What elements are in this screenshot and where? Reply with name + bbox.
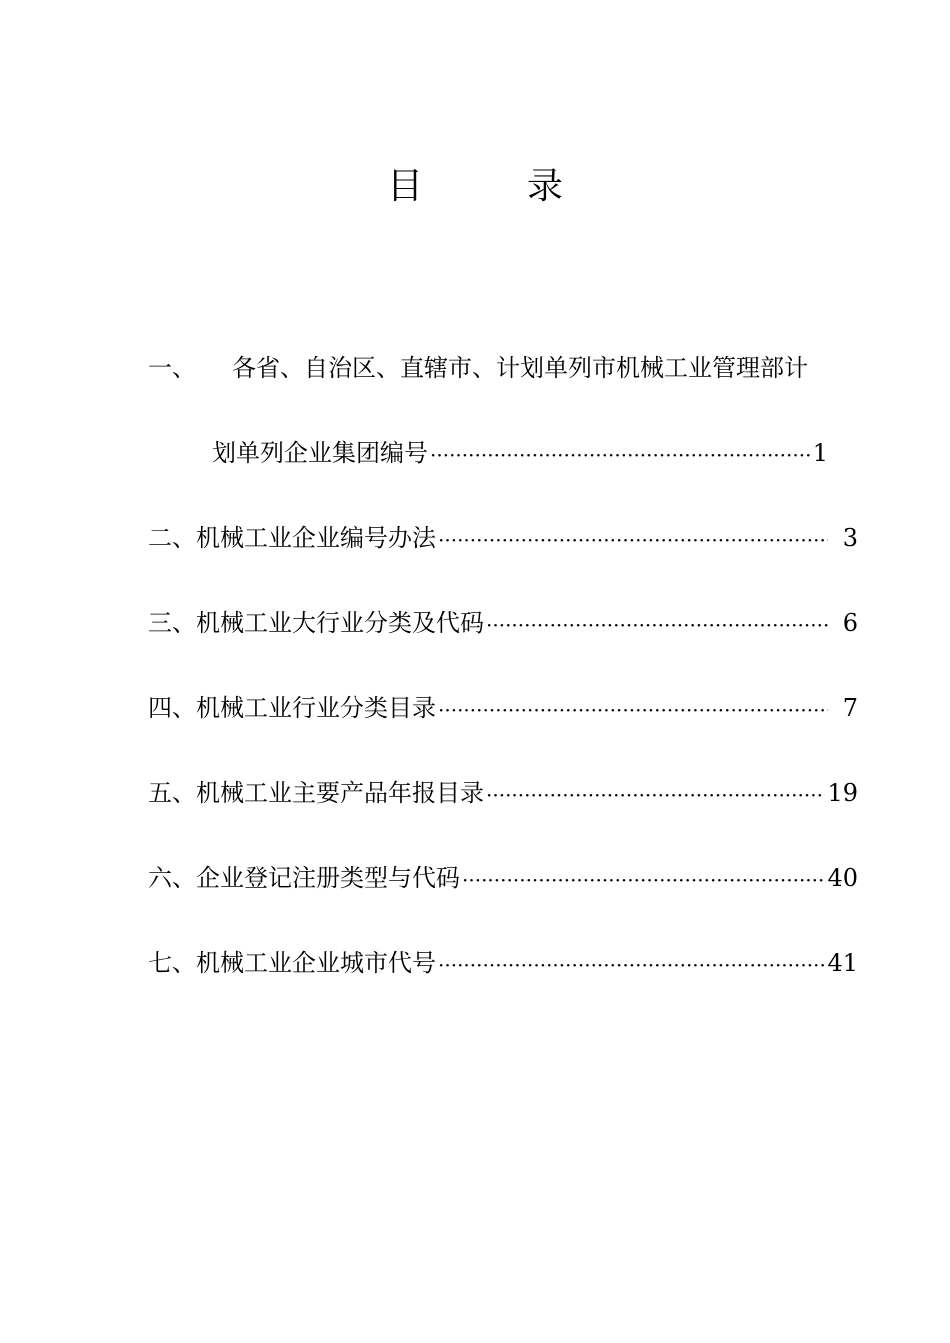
dot-leader — [462, 850, 825, 906]
toc-page-number: 40 — [827, 864, 858, 892]
toc-page-number: 1 — [812, 439, 828, 467]
toc-entry-text: 机械工业企业编号办法 — [196, 524, 436, 552]
toc-entry-7[interactable] — [148, 935, 858, 991]
toc-entry-4[interactable] — [148, 680, 858, 736]
dot-leader — [438, 510, 828, 566]
toc-entry-6[interactable] — [148, 850, 858, 906]
toc-entry-number: 一、 — [148, 354, 196, 382]
toc-page-number: 3 — [842, 524, 858, 552]
toc-entry-text: 机械工业企业城市代号 — [196, 949, 436, 977]
dot-leader — [438, 935, 825, 991]
dot-leader — [486, 765, 825, 821]
toc-entry-text: 划单列企业集团编号 — [212, 439, 428, 467]
toc-entry-number: 五、 — [148, 779, 196, 807]
toc-entry-5[interactable] — [148, 765, 858, 821]
toc-entry-number: 六、 — [148, 864, 196, 892]
toc-entry-text: 机械工业行业分类目录 — [196, 694, 436, 722]
dot-leader — [486, 595, 828, 651]
toc-entry-1-line-1[interactable] — [148, 340, 808, 396]
dot-leader — [430, 425, 811, 481]
toc-entry-text: 机械工业大行业分类及代码 — [196, 609, 484, 637]
toc-entry-text: 企业登记注册类型与代码 — [196, 864, 460, 892]
title-char-1: 目 — [387, 166, 424, 207]
toc-entry-number: 三、 — [148, 609, 196, 637]
toc-entry-text: 机械工业主要产品年报目录 — [196, 779, 484, 807]
toc-entry-1-line-2[interactable] — [212, 425, 828, 481]
toc-entry-number: 四、 — [148, 694, 196, 722]
page-title — [0, 162, 950, 212]
dot-leader — [438, 680, 828, 736]
toc-entry-text: 各省、自治区、直辖市、计划单列市机械工业管理部计 — [232, 354, 808, 382]
toc-page-number: 19 — [827, 779, 858, 807]
toc-entry-2[interactable] — [148, 510, 858, 566]
toc-entry-number: 七、 — [148, 949, 196, 977]
toc-page-number: 41 — [827, 949, 858, 977]
title-char-2: 录 — [527, 166, 564, 207]
toc-page-number: 7 — [842, 694, 858, 722]
toc-entry-number: 二、 — [148, 524, 196, 552]
toc-entry-3[interactable] — [148, 595, 858, 651]
toc-page-number: 6 — [842, 609, 858, 637]
